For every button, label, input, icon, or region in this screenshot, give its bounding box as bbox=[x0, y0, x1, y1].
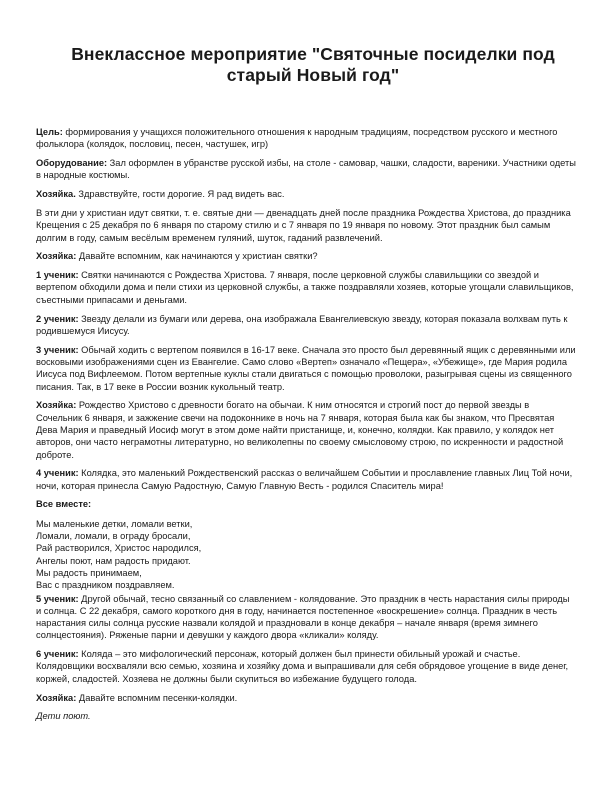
paragraph-student-3 bbox=[36, 344, 576, 393]
speaker-label: 6 ученик: bbox=[36, 649, 79, 660]
speaker-label: Цель: bbox=[36, 127, 63, 137]
paragraph-text: Святки начинаются с Рождества Христова. 7 января, после церковной службы славильщики со звездой и вертепом обходили дома и пели стихи из церковной службы, а также поздравляли хозяев, которые угощали славильщиков, съестными припасами и деньгами. bbox=[36, 270, 574, 305]
speaker-label: 4 ученик: bbox=[36, 468, 79, 479]
paragraph-student-6 bbox=[36, 648, 576, 685]
paragraph-host-greeting bbox=[36, 188, 576, 200]
paragraph-host-songs bbox=[36, 692, 576, 704]
paragraph-host-question bbox=[36, 250, 576, 262]
poem-line: Рай растворился, Христос народился, bbox=[36, 543, 202, 554]
poem-line: Вас с праздником поздравляем. bbox=[36, 580, 175, 591]
paragraph-svyatki-intro bbox=[36, 207, 576, 244]
paragraph-student-1 bbox=[36, 269, 576, 306]
speaker-label: 1 ученик: bbox=[36, 270, 79, 281]
speaker-label: 2 ученик: bbox=[36, 313, 79, 324]
stage-direction: Дети поют. bbox=[36, 711, 91, 722]
speaker-label: Хозяйка: bbox=[36, 692, 77, 703]
paragraph-student-2 bbox=[36, 313, 576, 338]
paragraph-text: Звезду делали из бумаги или дерева, она изображала Евангелиевскую звезду, которая показала волхвам путь к родившемуся Иисусу. bbox=[36, 313, 568, 336]
document-body bbox=[36, 126, 576, 723]
paragraph-text: Давайте вспомним песенки-колядки. bbox=[76, 692, 238, 703]
paragraph-text: Рождество Христово с древности богато на обычаи. К ним относятся и строгий пост до первой звезды в Сочельник 6 января, и зажжение свечи на подоконнике в ночь на 7 января, которая была как бы знаком, что Пресвятая Дева Мария и праведный Иосиф могут в этом доме найти пристанище, и, конечно, колядки. Как правило, у колядок нет авторов, они часто неграмотны литературно, но великолепны по своему смысловому строю, по искренности и радостной доброте. bbox=[36, 400, 564, 460]
paragraph-text: Давайте вспомним, как начинаются у христиан святки? bbox=[76, 251, 318, 262]
speaker-label: Хозяйка: bbox=[36, 251, 77, 262]
paragraph-text: формирования у учащихся положительного отношения к народным традициям, посредством русского и местного фольклора (колядок, пословиц, песен, частушек, игр) bbox=[36, 127, 558, 150]
paragraph-student-4 bbox=[36, 467, 576, 492]
paragraph-text: Другой обычай, тесно связанный со славлением - колядование. Это праздник в честь нарастания силы природы и солнца. С 22 декабря, самого короткого дня в году, начинается постепенное «воскрешение» солнца. Праздник в честь нарастания силы солнца русские назвали колядой и праздновали в конце декабря – начале января (время зимнего солнцестояния). Ряженые парни и девушки у каждого двора «кликали» коляду. bbox=[36, 593, 570, 641]
poem-line: Ломали, ломали, в ограду бросали, bbox=[36, 531, 191, 542]
speaker-label: 3 ученик: bbox=[36, 344, 79, 355]
speaker-label: 5 ученик: bbox=[36, 593, 79, 604]
paragraph-text: Колядка, это маленький Рождественский рассказ о величайшем Событии и прославление главных Лиц Той ночи, ночи, которая принесла Самую Радостную, Самую Главную Весть - родился Спаситель мира! bbox=[36, 468, 573, 491]
paragraph-equipment bbox=[36, 157, 576, 182]
paragraph-host-customs bbox=[36, 399, 576, 460]
paragraph-text: Зал оформлен в убранстве русской избы, на столе - самовар, чашки, сладости, вареники. Участники одеты в народные костюмы. bbox=[36, 158, 576, 181]
poem-line: Мы маленькие детки, ломали ветки, bbox=[36, 518, 193, 529]
speaker-label: Все вместе: bbox=[36, 499, 92, 510]
poem-line: Мы радость принимаем, bbox=[36, 567, 142, 578]
poem bbox=[36, 518, 576, 592]
speaker-label: Хозяйка. bbox=[36, 189, 76, 200]
speaker-label: Хозяйка: bbox=[36, 400, 77, 411]
poem-line: Ангелы поют, нам радость придают. bbox=[36, 555, 191, 566]
poem-heading bbox=[36, 498, 576, 510]
paragraph-text: В эти дни у христиан идут святки, т. е. святые дни — двенадцать дней после праздника Рождества Христова, до праздника Крещения с 25 декабря по 6 января по старому стилю и с 7 января по 19 января по новому. Этот праздник был самым долгим в году, самым весёлым временем гуляний, шуток, гаданий развлечений. bbox=[36, 207, 571, 243]
paragraph-text: Обычай ходить с вертепом появился в 16-17 веке. Сначала это просто был деревянный ящик с деревянными или восковыми изображениями сцен из Евангелие. Само слово «Вертеп» означало «Пещера», «Убежище», где Мария родила Иисуса под Вифлеемом. Потом вертепные куклы стали двигаться с помощью проволоки, разыгрывая сцены из священного писания. Так, в 17 веке в России возник кукольный театр. bbox=[36, 344, 576, 392]
paragraph-student-5 bbox=[36, 593, 576, 642]
paragraph-goal bbox=[36, 126, 576, 151]
paragraph-text: Коляда – это мифологический персонаж, который должен был принести обильный урожай и счастье. Колядовщики восхваляли всю семью, хозяина и хозяйку дома и выпрашивали для себя обрядовое угощение в виде денег, коржей, сладостей. Хозяева не должны были скупиться во избежание будущего голода. bbox=[36, 649, 569, 684]
speaker-label: Оборудование: bbox=[36, 158, 108, 169]
paragraph-text: Здравствуйте, гости дорогие. Я рад видеть вас. bbox=[75, 189, 285, 200]
document-title: Внеклассное мероприятие "Святочные посиделки под старый Новый год" bbox=[71, 44, 555, 85]
